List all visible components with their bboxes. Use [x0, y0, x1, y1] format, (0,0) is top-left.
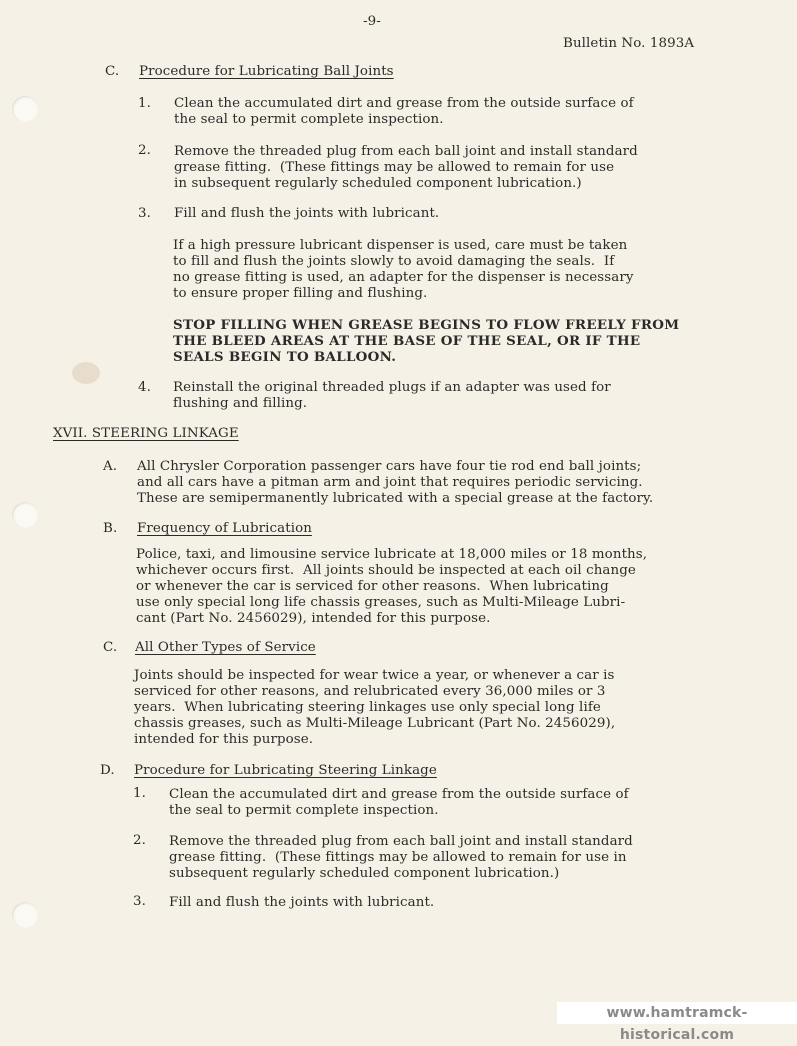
step-2-line-1: Remove the threaded plug from each ball joint and install standard: [174, 144, 638, 159]
site-watermark: www.hamtramck-historical.com: [557, 1002, 797, 1024]
xvii-b-line-3: or whenever the car is serviced for other reasons. When lubricating: [136, 579, 609, 594]
xvii-a-line-2: and all cars have a pitman arm and joint that requires periodic servicing.: [137, 475, 643, 490]
section-xvii-title: XVII. STEERING LINKAGE: [53, 426, 239, 441]
xvii-d-step-2-line-1: Remove the threaded plug from each ball joint and install standard: [169, 834, 633, 849]
warning-line-3: SEALS BEGIN TO BALLOON.: [173, 349, 397, 365]
xvii-d-step-3-line-1: Fill and flush the joints with lubricant.: [169, 895, 435, 910]
step-1-line-2: the seal to permit complete inspection.: [174, 112, 444, 127]
step-1-number: 1.: [138, 96, 151, 111]
step-1-line-1: Clean the accumulated dirt and grease from the outside surface of: [174, 96, 634, 111]
xvii-c-line-2: serviced for other reasons, and relubricated every 36,000 miles or 3: [134, 684, 606, 699]
binder-hole-bottom: [12, 902, 38, 928]
xvii-a-line-3: These are semipermanently lubricated with a special grease at the factory.: [137, 491, 654, 506]
xvii-a-letter: A.: [103, 459, 118, 474]
binder-hole-middle: [12, 502, 38, 528]
xvii-c-line-4: chassis greases, such as Multi-Mileage Lubricant (Part No. 2456029),: [134, 716, 616, 731]
xvii-b-letter: B.: [103, 521, 118, 536]
xvii-d-step-1-number: 1.: [133, 786, 146, 801]
step-2-number: 2.: [138, 143, 151, 158]
warning-line-1: STOP FILLING WHEN GREASE BEGINS TO FLOW FREELY FROM: [173, 317, 680, 333]
xvii-d-step-1-line-1: Clean the accumulated dirt and grease from the outside surface of: [169, 787, 629, 802]
warning-line-2: THE BLEED AREAS AT THE BASE OF THE SEAL, OR IF THE: [173, 333, 641, 349]
note-line-4: to ensure proper filling and flushing.: [173, 286, 428, 301]
xvii-c-title: All Other Types of Service: [135, 640, 316, 655]
xvii-d-step-1-line-2: the seal to permit complete inspection.: [169, 803, 439, 818]
xvii-c-line-3: years. When lubricating steering linkages use only special long life: [134, 700, 601, 715]
xvii-d-step-2-number: 2.: [133, 833, 146, 848]
binder-hole-top: [12, 96, 38, 122]
xvii-b-line-4: use only special long life chassis greases, such as Multi-Mileage Lubri-: [136, 595, 626, 610]
xvii-b-line-1: Police, taxi, and limousine service lubricate at 18,000 miles or 18 months,: [136, 547, 648, 562]
note-line-2: to fill and flush the joints slowly to avoid damaging the seals. If: [173, 254, 615, 269]
xvii-d-title: Procedure for Lubricating Steering Linkage: [134, 763, 437, 778]
paper-stain: [72, 362, 100, 384]
xvii-b-line-5: cant (Part No. 2456029), intended for this purpose.: [136, 611, 491, 626]
section-c-letter: C.: [105, 64, 120, 79]
xvii-b-line-2: whichever occurs first. All joints should be inspected at each oil change: [136, 563, 636, 578]
step-3-line-1: Fill and flush the joints with lubricant.: [174, 206, 440, 221]
xvii-b-title: Frequency of Lubrication: [137, 521, 312, 536]
xvii-c-line-1: Joints should be inspected for wear twice a year, or whenever a car is: [134, 668, 615, 683]
note-line-1: If a high pressure lubricant dispenser is used, care must be taken: [173, 238, 628, 253]
step-4-number: 4.: [138, 380, 151, 395]
xvii-c-letter: C.: [103, 640, 118, 655]
page-number: -9-: [363, 14, 381, 29]
xvii-d-letter: D.: [100, 763, 115, 778]
xvii-d-step-3-number: 3.: [133, 894, 146, 909]
step-4-line-1: Reinstall the original threaded plugs if an adapter was used for: [173, 380, 611, 395]
step-4-line-2: flushing and filling.: [173, 396, 308, 411]
section-c-title: Procedure for Lubricating Ball Joints: [139, 64, 394, 79]
xvii-c-line-5: intended for this purpose.: [134, 732, 314, 747]
xvii-d-step-2-line-3: subsequent regularly scheduled component lubrication.): [169, 866, 560, 881]
xvii-a-line-1: All Chrysler Corporation passenger cars have four tie rod end ball joints;: [137, 459, 642, 474]
step-2-line-3: in subsequent regularly scheduled component lubrication.): [174, 176, 582, 191]
bulletin-number: Bulletin No. 1893A: [563, 36, 695, 51]
xvii-d-step-2-line-2: grease fitting. (These fittings may be allowed to remain for use in: [169, 850, 627, 865]
note-line-3: no grease fitting is used, an adapter for the dispenser is necessary: [173, 270, 634, 285]
step-3-number: 3.: [138, 206, 151, 221]
step-2-line-2: grease fitting. (These fittings may be allowed to remain for use: [174, 160, 615, 175]
